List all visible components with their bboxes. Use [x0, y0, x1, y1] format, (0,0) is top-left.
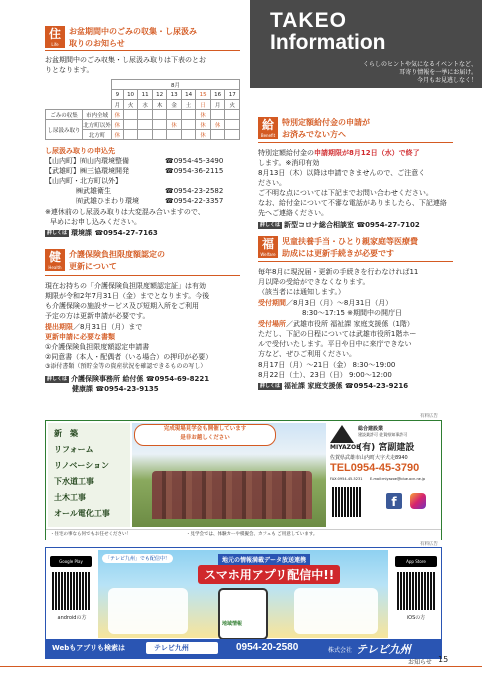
welfare-place-2: ただし、下記の日程については武雄市役所1階ホー	[258, 330, 417, 338]
insurance-doc-2: ②同意書（本人・配偶者（いる場合）の押印が必要）	[45, 353, 213, 361]
apply-yamauchi-tel: ☎0954-45-3490	[165, 157, 224, 165]
apply-takeo-eisei: ㈱武雄衛生	[76, 187, 111, 195]
apply-yamauchi: 【山内町】㈲山内環境整備	[45, 157, 129, 165]
welfare-period-2: 8:30～17:15 ※期間中の開庁日	[302, 309, 402, 317]
benefit-line-6: なお、給付金について不審な電話がありましたら、下記連絡	[258, 199, 447, 207]
service-item: 下水道工事	[54, 477, 94, 486]
detail-tag: 詳しくは	[260, 221, 281, 228]
header-subtitle-1: くらしのヒントや気になるイベントなど、	[362, 61, 477, 68]
service-item: オール電化工事	[54, 509, 110, 518]
app-phone-mockup	[218, 588, 268, 640]
company-fax: FAX:0954-45-5231	[330, 477, 363, 481]
footer-page-number: 15	[438, 655, 449, 664]
app-banner	[98, 550, 388, 638]
android-qr-code	[52, 572, 90, 610]
apply-others-heading: 【山内町・北方町以外】	[45, 177, 122, 185]
insurance-para-4: 予定の方は更新申請が必要です。	[45, 312, 150, 320]
benefit-icon: 給 Benefit	[258, 117, 278, 139]
insurance-title-2: 更新について	[69, 262, 117, 271]
app-store-badge[interactable]: App Store	[395, 556, 437, 567]
welfare-para-2: 月以降の受給ができなくなります。	[258, 278, 370, 286]
detail-tag: 詳しくは	[47, 375, 68, 382]
header-subtitle-2: 耳寄り情報を一挙にお届け。	[399, 69, 477, 76]
ad1-footer-bar	[46, 529, 441, 540]
apply-himawari-tel: ☎0954-22-3357	[165, 197, 224, 205]
bubble-text-1: 完成現場見学会も開催しています	[163, 426, 247, 432]
garbage-title-2: 取りのお知らせ	[69, 39, 125, 48]
health-icon: 健 Health	[45, 249, 65, 271]
company-type: 総合建設業	[358, 426, 384, 432]
app-tile-right	[294, 588, 378, 634]
garbage-divider	[45, 50, 240, 51]
insurance-contact-2: 健康課 ☎0954-23-9135	[72, 385, 159, 393]
facebook-icon[interactable]: f	[386, 493, 402, 509]
service-item: リノベーション	[54, 461, 110, 470]
calendar-days-row: 9 10 11 12 13 14 15 16 17	[46, 90, 240, 100]
welfare-period-1: 受付期間／8月3日（月）～8月31日（月）	[258, 299, 393, 307]
ad1-label: 有料広告	[420, 414, 438, 419]
service-item: 土木工事	[54, 493, 86, 502]
collection-calendar-table	[45, 79, 240, 140]
footer-page-label: お知らせ	[408, 659, 432, 666]
header-banner	[250, 0, 482, 88]
ad1-service-panel	[48, 423, 130, 527]
insurance-docs-heading: 更新申請に必要な書類	[45, 333, 115, 341]
android-label: androidの方	[57, 615, 87, 621]
tv-kyushu-logo: テレビ九州	[356, 643, 411, 656]
apply-himawari: ㈲武雄ひまわり環境	[76, 197, 139, 205]
calendar-weekdays-row: 月 火 水 木 金 土 日 月 火	[46, 100, 240, 110]
ad2-bottom-bar	[46, 639, 441, 658]
benefit-line-3: 8月13日（木）以降は申請できませんので、ご注意く	[258, 169, 426, 177]
insurance-para-3: も介護保険の施設サービス及び短期入所をご利用	[45, 302, 199, 310]
ad2-company-prefix: 株式会社	[328, 647, 353, 654]
search-prompt: Webもアプリも検索は	[52, 644, 125, 652]
top-mid-note: 地元の情報満載データ放送連携	[218, 554, 310, 565]
welfare-title-1: 児童扶養手当・ひとり親家庭等医療費	[282, 237, 418, 246]
google-play-badge[interactable]: Google Play	[50, 556, 92, 567]
qr-code	[332, 487, 362, 517]
miyazoe-logo-text: MIYAZOE	[330, 444, 361, 451]
insurance-deadline: 提出期限／8月31日（月）まで	[45, 323, 143, 331]
bubble-text-2: 是非お越しください	[180, 435, 230, 441]
ios-label: iOSの方	[406, 615, 426, 621]
ad2-label: 有料広告	[420, 542, 438, 547]
benefit-title-1: 特別定額給付金の申請が	[282, 118, 370, 127]
company-tel: TEL0954-45-3790	[330, 462, 420, 474]
company-email: E-mail:miyazoe@blue.ocn.ne.jp	[370, 477, 426, 481]
insurance-title-1: 介護保険負担限度額認定の	[69, 250, 165, 259]
service-item: リフォーム	[54, 445, 94, 454]
ad1-footer-1: ・住宅の事なら何でもお任せください！	[50, 532, 131, 537]
welfare-para-1: 毎年8月に現況届・更新の手続きを行わなければ11	[258, 268, 419, 276]
welfare-divider	[258, 261, 453, 262]
benefit-line-4: ださい。	[258, 179, 286, 187]
welfare-schedule-1: 8月17日（月）～21日（金） 8:30～19:00	[258, 361, 396, 369]
calendar-nightsoil-row-1: し尿汲み取り 北方町以外 休 休 休 休	[46, 120, 240, 130]
insurance-contact-1: 詳しくは 介護保険事務所 給付係 ☎0954-69-8221	[47, 375, 210, 383]
visit-bubble	[134, 424, 276, 446]
nightsoil-apply-heading: し尿汲み取りの申込先	[45, 147, 115, 155]
calendar-month: 8月	[112, 80, 240, 90]
insurance-doc-3: ③添付書類（預貯金等の資産状況を確認できるものの写し）	[45, 363, 207, 370]
search-word: テレビ九州	[154, 644, 189, 652]
garbage-title-1: お盆期間中のごみの収集・し尿汲み	[69, 27, 197, 36]
welfare-schedule-2: 8月22日（土）、23日（日） 9:00～12:00	[258, 371, 392, 379]
welfare-place-1: 受付場所／武雄市役所 福祉課 家庭支援係（1階）	[258, 320, 414, 328]
benefit-detail: 詳しくは 新型コロナ総合相談室 ☎0954-27-7102	[260, 221, 420, 229]
header-title-takeo: TAKEO	[270, 9, 347, 32]
footer-divider	[0, 666, 482, 667]
detail-tag: 詳しくは	[260, 382, 281, 389]
ad2-tel: 0954-20-2580	[236, 642, 299, 653]
garbage-intro-2: りとなります。	[45, 66, 94, 74]
app-tile-left	[108, 588, 188, 634]
garbage-note-1: ※連休前のし尿汲み取りは大変混み合いますので、	[45, 208, 205, 216]
welfare-detail: 詳しくは 福祉課 家庭支援係 ☎0954-23-9216	[260, 382, 409, 390]
calendar-nightsoil-row-2: 北方町 休 休	[46, 130, 240, 140]
garbage-detail: 詳しくは 環境課 ☎0954-27-7163	[47, 229, 158, 237]
apply-takeo: 【武雄町】㈱三協環境開発	[45, 167, 129, 175]
insurance-doc-1: ①介護保険負担限度額認定申請書	[45, 343, 150, 351]
ad-miyazoe	[45, 420, 442, 540]
header-title-information: Information	[270, 31, 386, 54]
welfare-icon: 福 Welfare	[258, 236, 278, 258]
insurance-para-2: 期限が令和2年7月31日（金）までとなります。今後	[45, 292, 210, 300]
welfare-place-3: ルで受付いたします。平日や日中に来庁できない	[258, 340, 412, 348]
top-left-note: 「テレビ九州」でも配信中！	[102, 554, 173, 563]
app-headline: スマホ用アプリ配信中!!	[198, 565, 340, 584]
ad-tv-kyushu	[45, 547, 442, 659]
insurance-para-1: 現在お持ちの「介護保険負担限度額認定証」は有効	[45, 282, 206, 290]
miyazoe-logo	[330, 425, 354, 443]
company-license: 建設業許可 佐賀県知事許可	[358, 432, 408, 437]
garbage-intro-1: お盆期間中のごみ収集・し尿汲み取りは下表のとお	[45, 56, 206, 64]
company-name: (有) 宮副建設	[358, 443, 415, 453]
apply-takeo-eisei-tel: ☎0954-23-2582	[165, 187, 224, 195]
welfare-para-3: （該当者には通知します。）	[258, 288, 345, 296]
insurance-divider	[45, 275, 240, 276]
benefit-line-5: ご不明な点については下記までお問い合わせください。	[258, 189, 433, 197]
garbage-note-2: 早めにお申し込みください。	[50, 218, 141, 226]
tile-center-label: 地域情報	[222, 621, 243, 627]
welfare-place-4: 方など、ぜひご利用ください。	[258, 350, 356, 358]
detail-tag: 詳しくは	[47, 229, 68, 236]
apply-takeo-tel: ☎0954-36-2115	[165, 167, 224, 175]
benefit-divider	[258, 142, 453, 143]
staff-group	[152, 471, 312, 519]
calendar-garbage-row: ごみの収集 市内全域 休 休	[46, 110, 240, 120]
welfare-title-2: 助成には更新手続きが必要です	[282, 249, 394, 258]
benefit-line-2: します。※消印有効	[258, 159, 320, 167]
benefit-line-1: 特別定額給付金の申請期限が8月12日（水）で終了	[258, 149, 420, 157]
life-icon: 住 Life	[45, 26, 65, 48]
ad1-footer-2: ・見学会では、体験カーや模擬会、カフェも ご用意しています。	[186, 532, 318, 537]
company-address: 佐賀県武雄市山内町大字犬走8940	[330, 455, 408, 461]
benefit-title-2: お済みでない方へ	[282, 130, 346, 139]
ios-qr-code	[397, 572, 435, 610]
benefit-line-7: 先へご連絡ください。	[258, 209, 328, 217]
instagram-icon[interactable]	[410, 493, 426, 509]
service-item: 新 築	[54, 429, 78, 438]
search-box[interactable]	[146, 642, 218, 654]
header-subtitle-3: 今月もお見逃しなく！	[416, 77, 477, 84]
